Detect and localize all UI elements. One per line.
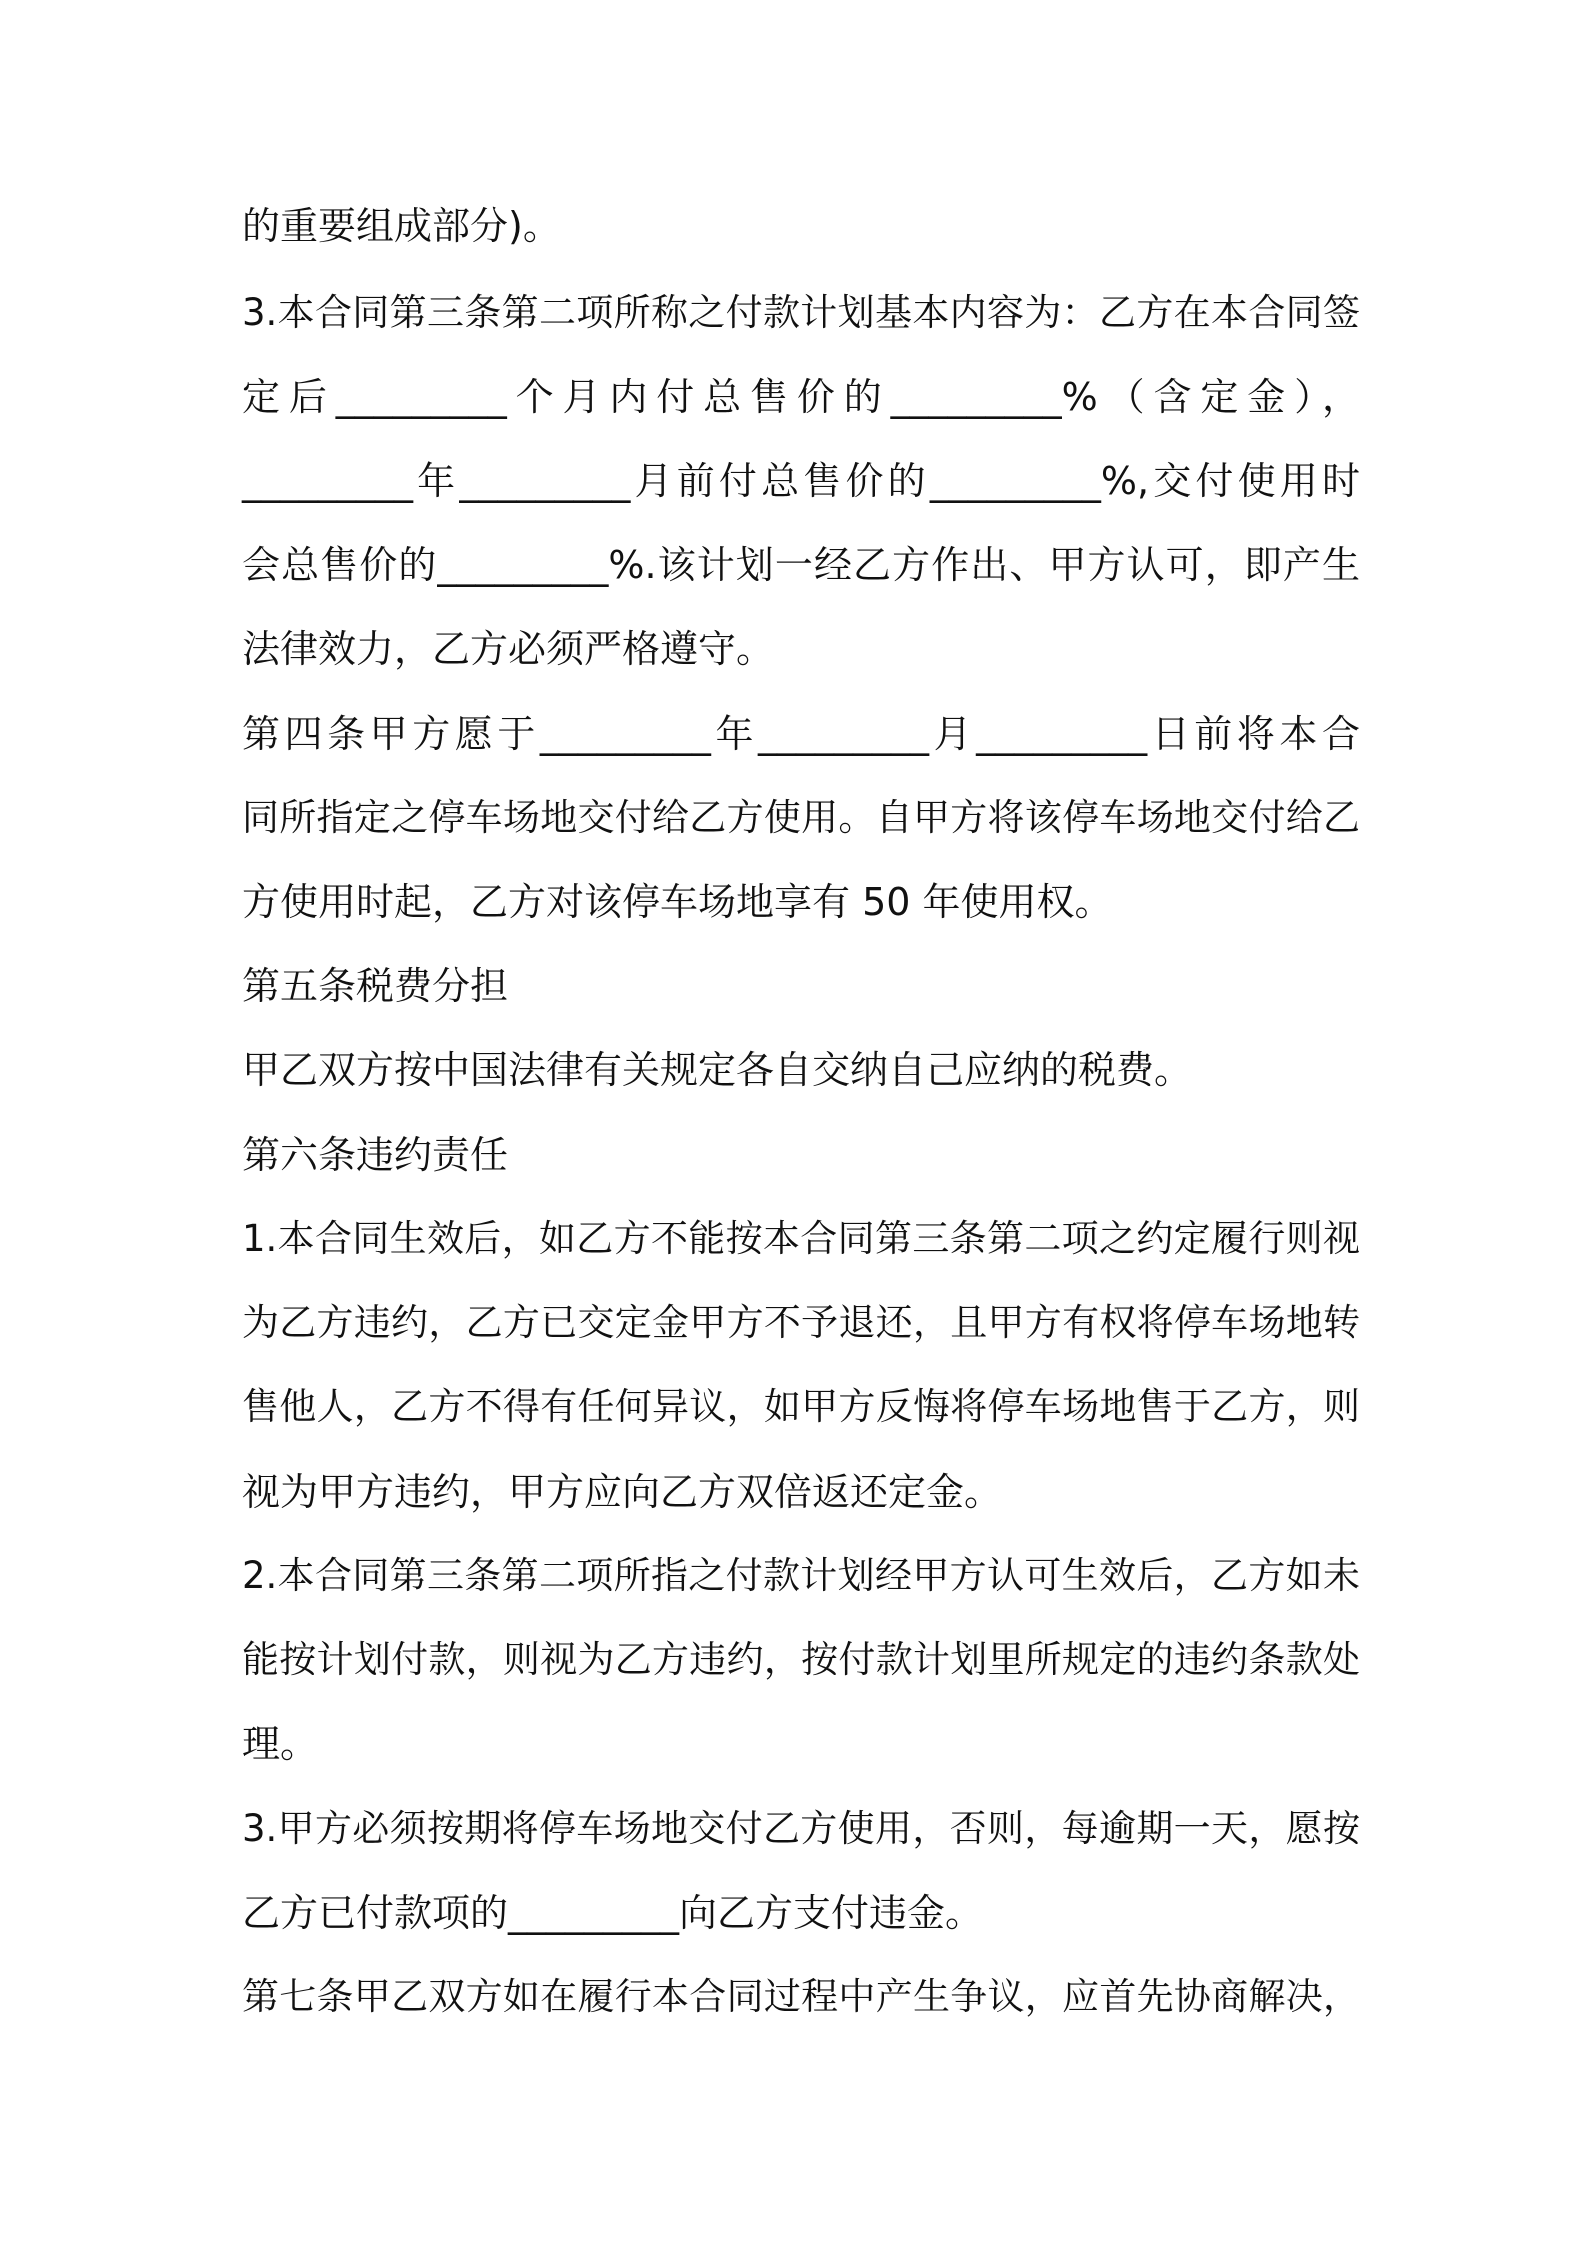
text-line-2: 3.本合同第三条第二项所称之付款计划基本内容为：乙方在本合同签 [242,291,1360,334]
text-line-7: 第四条甲方愿于_________年_________月_________日前将本合 [242,712,1360,756]
section-heading-6: 第六条违约责任 [242,1133,509,1177]
text-line-22: 第七条甲乙双方如在履行本合同过程中产生争议，应首先协商解决， [242,1975,1360,2018]
section-heading-5: 第五条税费分担 [242,964,509,1008]
text-line-3: 定后_________个月内付总售价的_________%（含定金）， [242,375,1360,419]
text-line-9: 方使用时起，乙方对该停车场地享有 50 年使用权。 [242,880,1113,924]
text-line-19: 理。 [242,1722,319,1766]
text-line-1: 的重要组成部分)。 [242,204,561,248]
text-line-11: 甲乙双方按中国法律有关规定各自交纳自己应纳的税费。 [242,1048,1193,1092]
text-line-4: _________年_________月前付总售价的_________%,交付使用时 [242,459,1360,503]
text-line-20: 3.甲方必须按期将停车场地交付乙方使用，否则，每逾期一天，愿按 [242,1807,1360,1850]
text-line-15: 售他人，乙方不得有任何异议，如甲方反悔将停车场地售于乙方，则 [242,1385,1360,1428]
text-line-16: 视为甲方违约，甲方应向乙方双倍返还定金。 [242,1470,1003,1514]
text-line-13: 1.本合同生效后，如乙方不能按本合同第三条第二项之约定履行则视 [242,1217,1360,1260]
text-line-14: 为乙方违约，乙方已交定金甲方不予退还，且甲方有权将停车场地转 [242,1301,1360,1344]
text-line-18: 能按计划付款，则视为乙方违约，按付款计划里所规定的违约条款处 [242,1638,1360,1681]
text-line-6: 法律效力，乙方必须严格遵守。 [242,627,775,671]
text-line-17: 2.本合同第三条第二项所指之付款计划经甲方认可生效后，乙方如未 [242,1554,1360,1597]
text-line-5: 会总售价的_________%.该计划一经乙方作出、甲方认可，即产生 [242,543,1360,587]
text-line-21: 乙方已付款项的_________向乙方支付违金。 [242,1891,984,1935]
text-line-8: 同所指定之停车场地交付给乙方使用。自甲方将该停车场地交付给乙 [242,796,1360,839]
